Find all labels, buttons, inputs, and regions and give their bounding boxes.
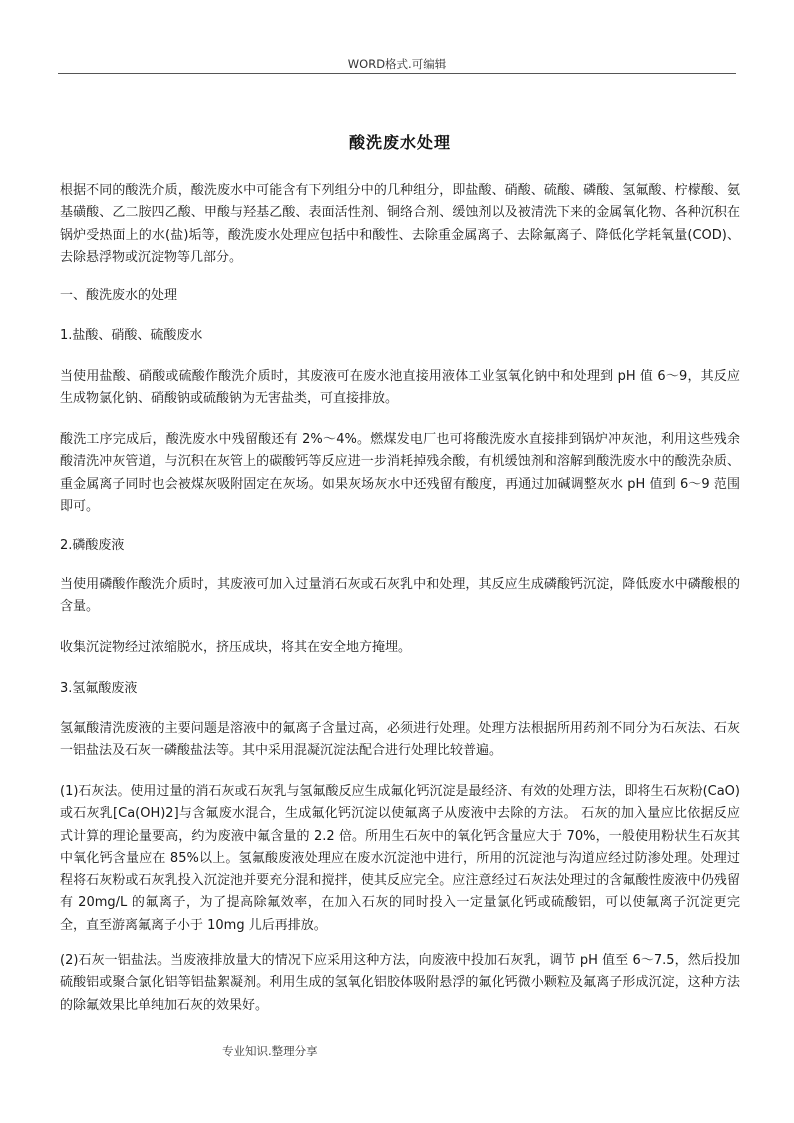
body-paragraph: 当使用盐酸、硝酸或硫酸作酸洗介质时，其废液可在废水池直接用液体工业氢氧化钠中和处理到 pH 值 6～9，其反应生成物氯化钠、硝酸钠或硫酸钠为无害盐类，可直接排放。 (60, 369, 740, 407)
body-paragraph: 收集沉淀物经过浓缩脱水，挤压成块，将其在安全地方掩埋。 (60, 640, 412, 655)
page-header: WORD格式.可编辑 (347, 57, 447, 71)
body-paragraph: 当使用磷酸作酸洗介质时，其废液可加入过量消石灰或石灰乳中和处理，其反应生成磷酸钙沉淀，降低废水中磷酸根的含量。 (60, 577, 740, 615)
body-paragraph: (1)石灰法。使用过量的消石灰或石灰乳与氢氟酸反应生成氟化钙沉淀是最经济、有效的处理方法，即将生石灰粉(CaO)或石灰乳[Ca(OH)2]与含氟废水混合，生成氟化钙沉淀以使氟离子从废液中去除的方法。 石灰的加入量应比依据反应式计算的理论量要高，约为废液中氟含量的 2.2 倍。所用生石灰中的氧化钙含量应大于 70%，一般使用粉状生石灰其中氧化钙含量应在 85%以上。氢氟酸废液处理应在废水沉淀池中进行，所用的沉淀池与沟道应经过防渗处理。处理过程将石灰粉或石灰乳投入沉淀池并要充分混和搅拌，使其反应完全。应注意经过石灰法处理过的含氟酸性废液中仍残留有 20mg/L 的氟离子，为了提高除氟效率，在加入石灰的同时投入一定量氯化钙或硫酸铝，可以使氟离子沉淀更完全，直至游离氟离子小于 10mg 儿后再排放。 (60, 784, 740, 933)
header-divider (58, 73, 736, 74)
subsection-heading-2: 2.磷酸废液 (60, 538, 125, 553)
subsection-heading-1: 1.盐酸、硝酸、硫酸废水 (60, 328, 203, 343)
body-paragraph: (2)石灰一铝盐法。当废液排放量大的情况下应采用这种方法，向废液中投加石灰乳，调节 pH 值至 6～7.5，然后投加硫酸铝或聚合氯化铝等铝盐絮凝剂。利用生成的氢氧化铝胶体吸附悬浮的氟化钙微小颗粒及氟离子形成沉淀，这种方法的除氟效果比单纯加石灰的效果好。 (60, 953, 740, 1013)
body-paragraph: 氢氟酸清洗废液的主要问题是溶液中的氟离子含量过高，必须进行处理。处理方法根据所用药剂不同分为石灰法、石灰一铝盐法及石灰一磷酸盐法等。其中采用混凝沉淀法配合进行处理比较普遍。 (60, 721, 740, 759)
subsection-heading-3: 3.氢氟酸废液 (60, 681, 138, 696)
section-heading-1: 一、酸洗废水的处理 (60, 288, 178, 303)
document-title: 酸洗废水处理 (348, 133, 451, 152)
intro-paragraph: 根据不同的酸洗介质，酸洗废水中可能含有下列组分中的几种组分，即盐酸、硝酸、硫酸、磷酸、氢氟酸、柠檬酸、氨基磺酸、乙二胺四乙酸、甲酸与羟基乙酸、表面活性剂、铜络合剂、缓蚀剂以及被清洗下来的金属氧化物、各种沉积在锅炉受热面上的水(盐)垢等，酸洗废水处理应包括中和酸性、去除重金属离子、去除氟离子、降低化学耗氧量(COD)、去除悬浮物或沉淀物等几部分。 (60, 183, 740, 265)
body-paragraph: 酸洗工序完成后，酸洗废水中残留酸还有 2%～4%。燃煤发电厂也可将酸洗废水直接排到锅炉冲灰池，利用这些残余酸清洗冲灰管道，与沉积在灰管上的碳酸钙等反应进一步消耗掉残余酸，有机缓蚀剂和溶解到酸洗废水中的酸洗杂质、重金属离子同时也会被煤灰吸附固定在灰场。如果灰场灰水中还残留有酸度，再通过加碱调整灰水 pH 值到 6～9 范围即可。 (60, 432, 740, 514)
page-footer: 专业知识.整理分享 (222, 1044, 318, 1058)
